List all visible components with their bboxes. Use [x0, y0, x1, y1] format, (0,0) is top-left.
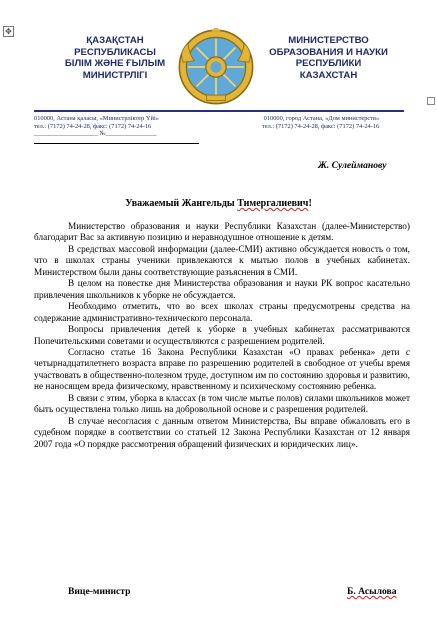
- body-paragraph: Вопросы привлечения детей к уборке в учебных кабинетах рассматриваются Попечительскими советами и осуществляются с разрешением родителей.: [34, 325, 410, 347]
- body-paragraph: Министерство образования и науки Республики Казахстан (далее-Министерство) благодарит Вас за активную позицию и неравнодушное отношение к детям.: [34, 222, 410, 244]
- address-line: 010000, Астана қаласы, «Министрліктер Үйі»: [34, 115, 159, 122]
- resize-handle-icon[interactable]: [427, 97, 435, 105]
- greeting-patronymic: Тимергалиевич: [237, 198, 309, 209]
- table-move-handle-icon[interactable]: ✥: [3, 26, 14, 37]
- letter-body: [34, 222, 410, 451]
- address-line: тел.: (7172) 74-24-28, факс: (7172) 74-24-16: [34, 122, 152, 130]
- document-number-line: ____________________ №________________: [34, 130, 157, 137]
- address-kazakh: [34, 115, 159, 130]
- header-kazakh-title: [50, 35, 180, 81]
- body-paragraph: Согласно статье 16 Закона Республики Казахстан «О правах ребенка» дети с четырнадцатилетнего возраста вправе по разрешению родителей в свободное от учебы время участвовать в общественно-полезном труде, доступном им по состоянию здоровья и развитию, не наносящем вреда физическому, нравственному и психическому состоянию ребенка.: [34, 347, 410, 393]
- signature-name: Б. Асылова: [347, 586, 397, 597]
- header-left-line: ҚАЗАҚСТАН: [86, 35, 144, 46]
- header-divider: [34, 110, 404, 112]
- header-left-line: РЕСПУБЛИКАСЫ: [74, 46, 156, 58]
- greeting: [0, 198, 437, 209]
- header-russian-title: [266, 35, 391, 81]
- greeting-prefix: Уважаемый Жангельды: [125, 198, 238, 209]
- blank-line: [34, 143, 199, 144]
- body-paragraph: В целом на повестке дня Министерства образования и науки РК вопрос касательно привлечения школьников к уборке не обсуждается.: [34, 279, 410, 301]
- greeting-suffix: !: [308, 198, 312, 209]
- signature-title: Вице-министр: [68, 586, 131, 597]
- header-right-line: КАЗАХСТАН: [299, 69, 358, 81]
- body-paragraph: В связи с этим, уборка в классах (в том числе мытье полов) силами школьников может быть осуществлена только лишь на добровольной основе и с разрешения родителей.: [34, 393, 410, 416]
- body-paragraph: В средствах массовой информации (далее-СМИ) активно обсуждается новость о том, что в школах страны ученики привлекаются к мытью полов в учебных кабинетах. Министерством были даны соответствующие разъяснения в СМИ.: [34, 244, 410, 278]
- header-right-line: РЕСПУБЛИКИ: [295, 58, 362, 70]
- header-left-line: МИНИСТРЛІГІ: [82, 69, 148, 81]
- body-paragraph: Необходимо отметить, что во всех школах страны предусмотрены средства на содержание административно-технического персонала.: [34, 302, 410, 324]
- recipient-name: Ж. Сулейманову: [318, 160, 387, 171]
- header-right-line: ОБРАЗОВАНИЯ И НАУКИ: [269, 46, 388, 58]
- kazakhstan-state-emblem-icon: [177, 28, 255, 106]
- address-line: тел.: (7172) 74-24-28, факс: (7172) 74-24-16: [262, 122, 380, 130]
- body-paragraph: В случае несогласия с данным ответом Министерства, Вы вправе обжаловать его в судебном порядке в соответствии со статьей 12 Закона Республики Казахстан от 12 января 2007 года «О порядке рассмотрения обращений физических и юридических лиц».: [34, 416, 410, 450]
- address-russian: [262, 115, 379, 130]
- address-line: 010000, город Астана, «Дом министерств»: [263, 115, 380, 122]
- header-left-line: БІЛІМ ЖӘНЕ ҒЫЛЫМ: [64, 58, 166, 70]
- header-right-line: МИНИСТЕРСТВО: [288, 35, 369, 46]
